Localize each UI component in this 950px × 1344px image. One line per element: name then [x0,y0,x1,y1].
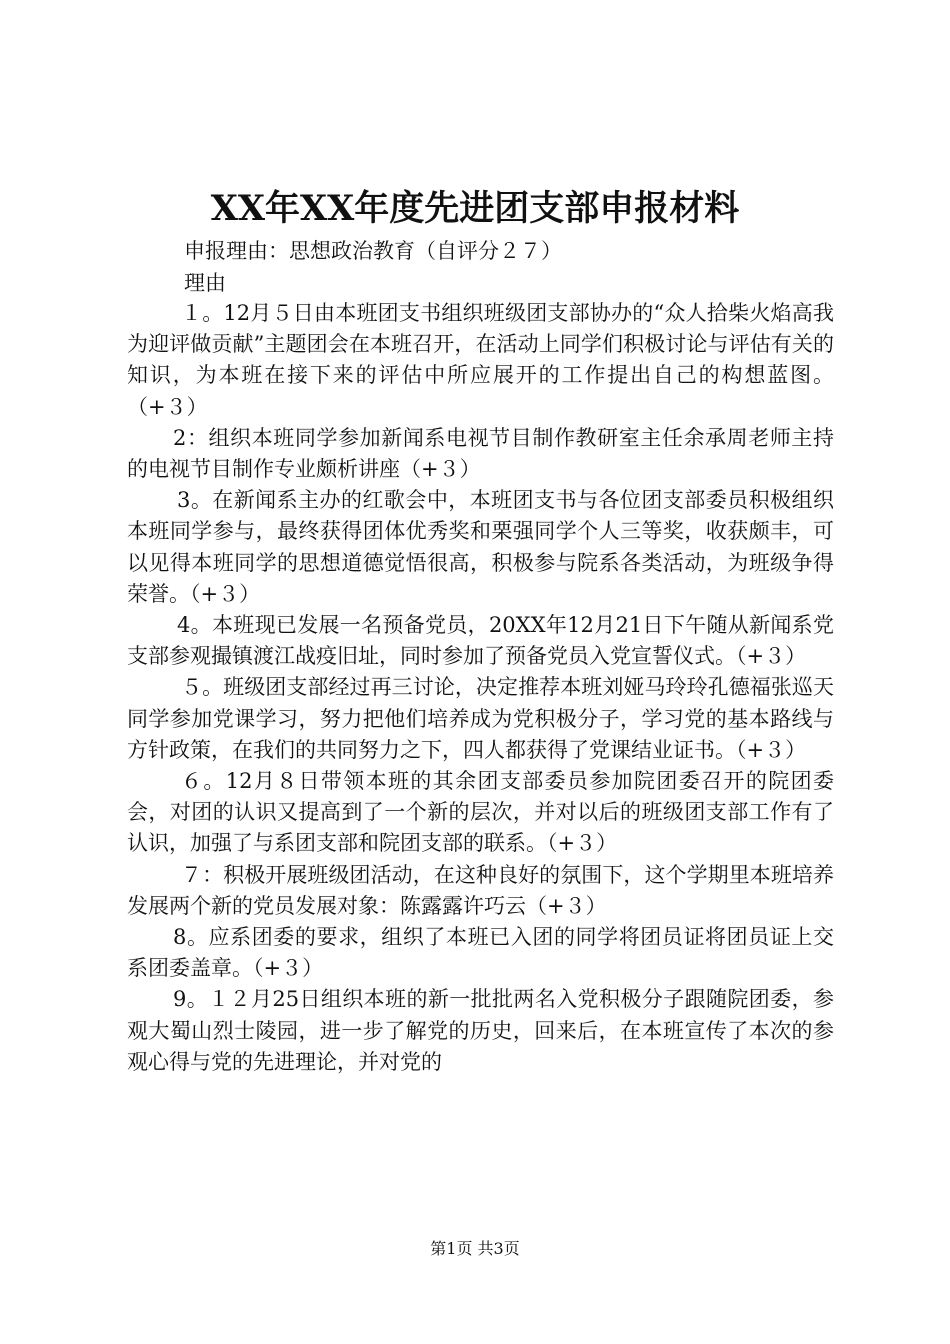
paragraph-item-8: 8。应系团委的要求，组织了本班已入团的同学将团员证将团员证上交系团委盖章。（+３） [127,925,834,981]
paragraph-item-2: 2：组织本班同学参加新闻系电视节目制作教研室主任余承周老师主持的电视节目制作专业颇析讲座（+３） [127,425,834,482]
paragraph-item-6: ６。12月８日带领本班的其余团支部委员参加院团委召开的院团委会，对团的认识又提高到了一个新的层次，并对以后的班级团支部工作有了认识，加强了与系团支部和院团支部的联系。（+３） [127,769,834,856]
paragraph-item-9: 9。１２月25日组织本班的新一批批两名入党积极分子跟随院团委，参观大蜀山烈士陵园，进一步了解党的历史，回来后，在本班宣传了本次的参观心得与党的先进理论，并对党的 [127,987,834,1074]
page-footer: 第1页 共3页 [430,1239,520,1258]
reason-subheading: 理由 [184,271,226,295]
paragraph-item-4: 4。本班现已发展一名预备党员，20XX年12月21日下午随从新闻系党支部参观撮镇渡江战疫旧址，同时参加了预备党员入党宣誓仪式。（+３） [127,613,834,669]
paragraph-item-5: ５。班级团支部经过再三讨论，决定推荐本班刘娅马玲玲孔德福张巡天同学参加党课学习，努力把他们培养成为党积极分子，学习党的基本路线与方针政策，在我们的共同努力之下，四人都获得了党课结业证书。（+３） [127,675,834,762]
paragraph-item-1: １。12月５日由本班团支书组织班级团支部协办的“众人拾柴火焰高我为迎评做贡献”主题团会在本班召开，在活动上同学们积极讨论与评估有关的知识，为本班在接下来的评估中所应展开的工作提出自己的构想蓝图。（+３） [127,301,834,419]
document-title: XX年XX年度先进团支部申报材料 [210,188,740,229]
paragraph-item-3: 3。在新闻系主办的红歌会中，本班团支书与各位团支部委员积极组织本班同学参与，最终获得团体优秀奖和栗强同学个人三等奖，收获颇丰，可以见得本班同学的思想道德觉悟很高，积极参与院系各类活动，为班级争得荣誉。（+３） [127,488,834,606]
reason-line: 申报理由：思想政治教育（自评分２７） [184,239,562,263]
document-body [127,298,834,1078]
paragraph-item-7: ７：积极开展班级团活动，在这种良好的氛围下，这个学期里本班培养发展两个新的党员发展对象：陈露露许巧云（+３） [127,862,834,918]
